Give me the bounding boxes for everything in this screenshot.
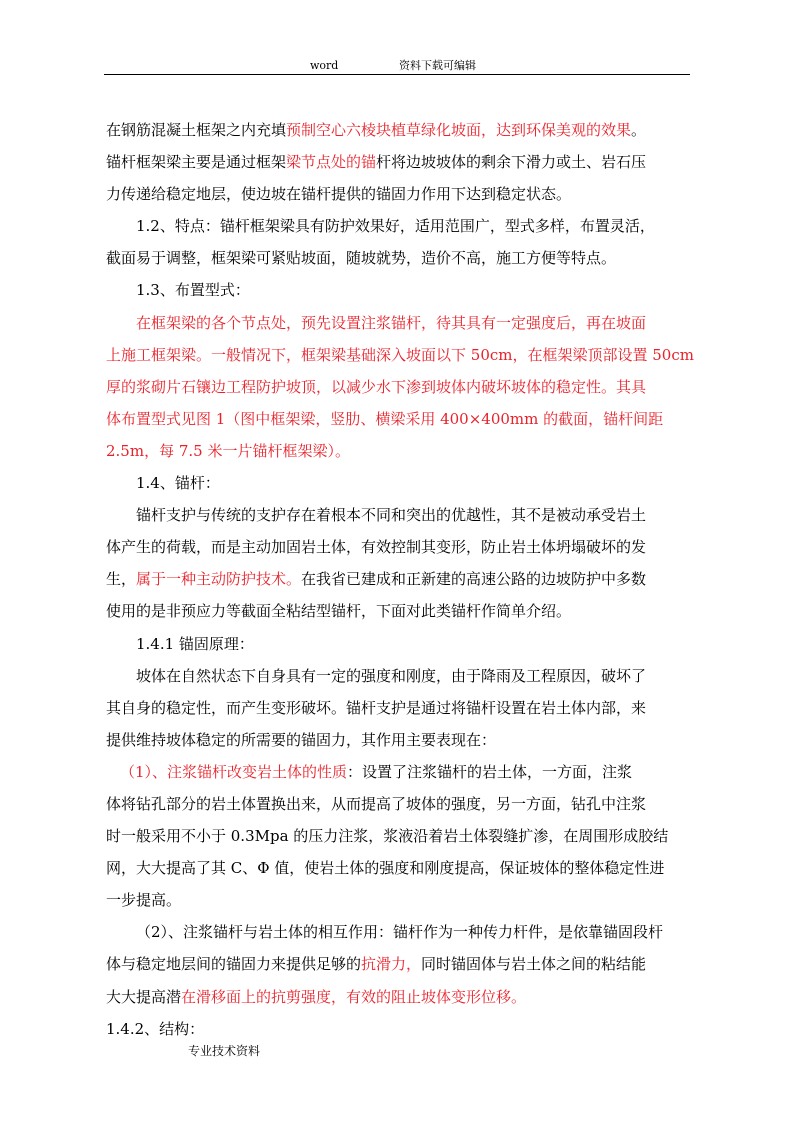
text-line bbox=[106, 371, 694, 403]
header-title: 资料下载可编辑 bbox=[399, 59, 476, 72]
text-run: 1.4、锚杆： bbox=[136, 474, 220, 493]
text-line bbox=[106, 531, 694, 563]
text-line bbox=[106, 307, 694, 339]
header-word: word bbox=[310, 59, 339, 72]
text-line bbox=[106, 981, 694, 1013]
text-line bbox=[106, 499, 694, 531]
text-line bbox=[106, 339, 694, 371]
text-run: 使用的是非预应力等截面全粘结型锚杆，下面对此类锚杆作简单介绍。 bbox=[106, 602, 572, 621]
text-line bbox=[106, 852, 694, 884]
highlighted-text: 上施工框架梁。一般情况下，框架梁基础深入坡面以下 50cm，在框架梁顶部设置 50cm bbox=[106, 345, 694, 364]
highlighted-text: 体布置型式见图 1（图中框架梁，竖肋、横梁采用 400×400mm 的截面，锚杆间距 bbox=[106, 409, 664, 428]
highlighted-text: 属于一种主动防护技术。 bbox=[136, 570, 302, 589]
text-line bbox=[106, 595, 694, 627]
text-line bbox=[106, 210, 694, 242]
text-run: 1.4.2、结构： bbox=[106, 1019, 205, 1038]
highlighted-text: 厚的浆砌片石镶边工程防护坡顶，以减少水下渗到坡体内破坏坡体的稳定性。其具 bbox=[106, 377, 647, 396]
text-run: 力传递给稳定地层，使边坡在锚杆提供的锚固力作用下达到稳定状态。 bbox=[106, 185, 572, 204]
text-run: 1.4.1 锚固原理： bbox=[136, 634, 254, 653]
text-run: 锚杆框架梁主要是通过框架 bbox=[106, 153, 287, 172]
text-run: 在我省已建成和正新建的高速公路的边坡防护中多数 bbox=[301, 570, 647, 589]
text-line bbox=[106, 916, 694, 948]
text-run: 生， bbox=[106, 570, 137, 589]
text-line bbox=[106, 403, 694, 435]
highlighted-text: 在滑移面上的抗剪强度，有效的阻止坡体变形位移。 bbox=[181, 987, 527, 1006]
text-run: 体与稳定地层间的锚固力来提供足够的 bbox=[106, 955, 362, 974]
text-run: 一步提高。 bbox=[106, 891, 182, 910]
text-line bbox=[106, 146, 694, 178]
text-run: 提供维持坡体稳定的所需要的锚固力，其作用主要表现在： bbox=[106, 730, 497, 749]
highlighted-text: 在框架梁的各个节点处，预先设置注浆锚杆，待其具有一定强度后，再在坡面 bbox=[136, 313, 647, 332]
text-line bbox=[106, 884, 694, 916]
text-line bbox=[106, 948, 694, 980]
text-run: 截面易于调整，框架梁可紧贴坡面，随坡就势，造价不高，施工方便等特点。 bbox=[106, 249, 617, 268]
text-run: 1.3、布置型式： bbox=[136, 281, 250, 300]
highlighted-text: 抗滑力， bbox=[361, 955, 422, 974]
page-footer: 专业技术资料 bbox=[188, 1044, 261, 1058]
text-run: 其自身的稳定性，而产生变形破坏。锚杆支护是通过将锚杆设置在岩土体内部，来 bbox=[106, 698, 647, 717]
highlighted-text: 2.5m，每 7.5 米一片锚杆框架梁）。 bbox=[106, 441, 350, 460]
text-line bbox=[106, 178, 694, 210]
text-line bbox=[106, 660, 694, 692]
text-run: 。 bbox=[631, 121, 647, 139]
text-line bbox=[106, 114, 694, 146]
text-run: 时一般采用不小于 0.3Mpa 的压力注浆，浆液沿着岩土体裂缝扩渗，在周围形成胶结 bbox=[106, 827, 669, 846]
highlighted-text: （1）、注浆锚杆改变岩土体的性质 bbox=[120, 762, 348, 781]
text-run: ：设置了注浆锚杆的岩土体，一方面，注浆 bbox=[347, 762, 633, 781]
highlighted-text: 梁节点处的锚 bbox=[286, 153, 377, 172]
text-line bbox=[106, 788, 694, 820]
text-line bbox=[106, 242, 694, 274]
text-line bbox=[106, 628, 694, 660]
text-run: 大大提高潜 bbox=[106, 987, 182, 1006]
text-run: 杆将边坡坡体的剩余下滑力或土、岩石压 bbox=[376, 153, 647, 172]
text-run: 体产生的荷载，而是主动加固岩土体，有效控制其变形，防止岩土体坍塌破坏的发 bbox=[106, 538, 647, 557]
highlighted-text: 预制空心六棱块植草绿化坡面，达到环保美观的效果 bbox=[286, 121, 632, 139]
page-header bbox=[104, 56, 690, 75]
text-run: 锚杆支护与传统的支护存在着根本不同和突出的优越性，其不是被动承受岩土 bbox=[136, 506, 647, 525]
text-run: 1.2、特点：锚杆框架梁具有防护效果好，适用范围广，型式多样，布置灵活， bbox=[136, 217, 655, 236]
text-line bbox=[106, 724, 694, 756]
document-body bbox=[106, 114, 694, 1045]
text-line bbox=[106, 435, 694, 467]
text-line bbox=[106, 756, 694, 788]
text-line bbox=[106, 274, 694, 306]
text-run: 在钢筋混凝土框架之内充填 bbox=[106, 121, 287, 139]
text-line bbox=[106, 563, 694, 595]
text-run: 网，大大提高了其 C、Φ 值，使岩土体的强度和刚度提高，保证坡体的整体稳定性进 bbox=[106, 859, 665, 878]
text-run: 同时锚固体与岩土体之间的粘结能 bbox=[421, 955, 647, 974]
text-line bbox=[106, 1013, 694, 1045]
text-run: 坡体在自然状态下自身具有一定的强度和刚度，由于降雨及工程原因，破坏了 bbox=[136, 666, 647, 685]
text-run: （2）、注浆锚杆与岩土体的相互作用：锚杆作为一种传力杆件，是依靠锚固段杆 bbox=[136, 923, 664, 942]
text-line bbox=[106, 467, 694, 499]
text-run: 体将钻孔部分的岩土体置换出来，从而提高了坡体的强度，另一方面，钻孔中注浆 bbox=[106, 794, 647, 813]
text-line bbox=[106, 820, 694, 852]
text-line bbox=[106, 692, 694, 724]
